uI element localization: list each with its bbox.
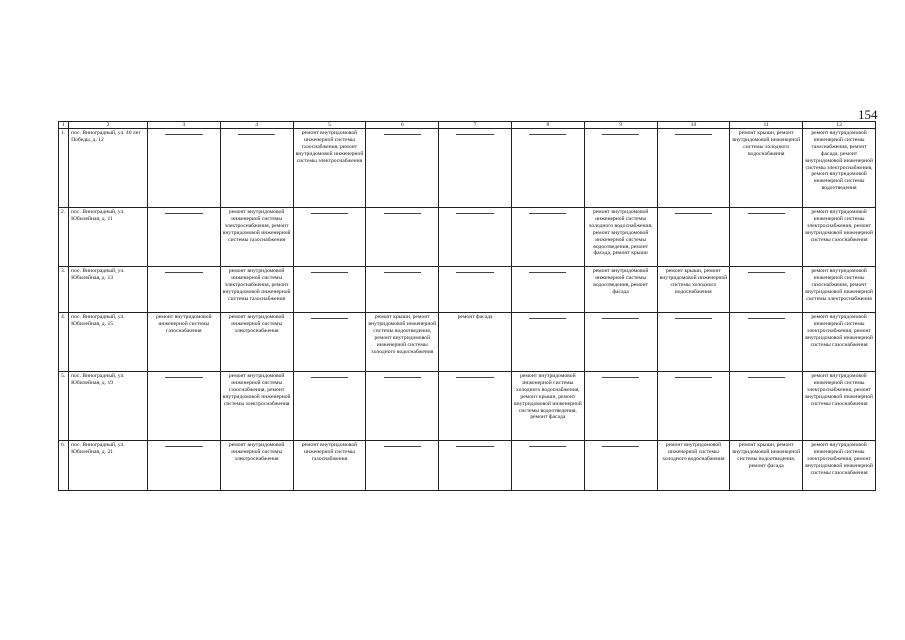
work-type-cell: ремонт внутридомовой инженерной системы газоснабжения [147, 313, 220, 372]
work-type-cell: ремонт внутридомовой инженерной системы холодного водоснабжения [657, 441, 730, 491]
column-header-7: 7 [439, 122, 512, 129]
dash-line [529, 134, 566, 135]
dash-line [165, 134, 202, 135]
work-type-cell: ремонт внутридомовой инженерной системы газоснабжения, ремонт внутридомовой инженерной системы электроснабжения [803, 267, 876, 313]
work-type-cell: ремонт внутридомовой инженерной системы водоотведения, ремонт фасада [584, 267, 657, 313]
dash-line [165, 213, 202, 214]
dash-line [311, 377, 348, 378]
empty-dash-cell [657, 313, 730, 372]
column-header-9: 9 [584, 122, 657, 129]
empty-dash-cell [511, 129, 584, 208]
empty-dash-cell [366, 129, 439, 208]
dash-line [456, 377, 493, 378]
dash-line [529, 446, 566, 447]
dash-line [675, 318, 712, 319]
dash-line [602, 134, 639, 135]
empty-dash-cell [730, 267, 803, 313]
column-header-6: 6 [366, 122, 439, 129]
dash-line [384, 446, 421, 447]
dash-line [165, 272, 202, 273]
address-cell: пос. Виноградный, ул. Юбилейная, д. 13 [69, 267, 148, 313]
dash-line [748, 377, 785, 378]
work-type-cell: ремонт внутридомовой инженерной системы газоснабжения, ремонт внутридомовой инженерной системы электроснабжения [293, 129, 366, 208]
empty-dash-cell [293, 313, 366, 372]
column-header-1: 1 [59, 122, 69, 129]
work-type-cell: ремонт крыши, ремонт внутридомовой инженерной системы холодного водоснабжения [657, 267, 730, 313]
column-header-2: 2 [69, 122, 148, 129]
row-number: 3. [59, 267, 69, 313]
dash-line [456, 446, 493, 447]
empty-dash-cell [147, 372, 220, 441]
empty-dash-cell [366, 208, 439, 267]
dash-line [165, 446, 202, 447]
row-number: 1. [59, 129, 69, 208]
empty-dash-cell [657, 129, 730, 208]
table-row [59, 267, 876, 313]
empty-dash-cell [439, 441, 512, 491]
empty-dash-cell [584, 313, 657, 372]
column-header-4: 4 [220, 122, 293, 129]
dash-line [602, 446, 639, 447]
work-type-cell: ремонт внутридомовой инженерной системы электроснабжения, ремонт внутридомовой инженерной системы газоснабжения [803, 313, 876, 372]
empty-dash-cell [511, 267, 584, 313]
empty-dash-cell [511, 313, 584, 372]
work-type-cell: ремонт крыши, ремонт внутридомовой инженерной системы водоотведения, ремонт внутридомовой инженерной системы холодного водоснабжения [366, 313, 439, 372]
empty-dash-cell [584, 129, 657, 208]
dash-line [602, 377, 639, 378]
dash-line [602, 318, 639, 319]
page-number: 154 [858, 107, 878, 122]
address-cell: пос. Виноградный, ул. 40 лет Победы, д. 12 [69, 129, 148, 208]
work-type-cell: ремонт внутридомовой инженерной системы электроснабжения, ремонт внутридомовой инженерной системы газоснабжения [803, 208, 876, 267]
table-row [59, 129, 876, 208]
work-type-cell: ремонт внутридомовой инженерной системы газоснабжения [293, 441, 366, 491]
dash-line [529, 213, 566, 214]
empty-dash-cell [366, 267, 439, 313]
work-type-cell: ремонт крыши, ремонт внутридомовой инженерной системы холодного водоснабжения [730, 129, 803, 208]
column-header-12: 12 [803, 122, 876, 129]
work-type-cell: ремонт внутридомовой инженерной системы электроснабжения, ремонт внутридомовой инженерной системы газоснабжения [220, 208, 293, 267]
address-cell: пос. Виноградный, ул. Юбилейная, д. 15 [69, 313, 148, 372]
row-number: 5. [59, 372, 69, 441]
empty-dash-cell [730, 208, 803, 267]
dash-line [456, 213, 493, 214]
column-header-10: 10 [657, 122, 730, 129]
dash-line [675, 377, 712, 378]
empty-dash-cell [657, 372, 730, 441]
dash-line [384, 272, 421, 273]
address-cell: пос. Виноградный, ул. Юбилейная, д. 21 [69, 441, 148, 491]
work-type-cell: ремонт внутридомовой инженерной системы газоснабжения, ремонт внутридомовой инженерной системы электроснабжения [220, 372, 293, 441]
work-type-cell: ремонт внутридомовой инженерной системы электроснабжения [220, 313, 293, 372]
table-row [59, 208, 876, 267]
empty-dash-cell [511, 208, 584, 267]
dash-line [384, 134, 421, 135]
empty-dash-cell [439, 267, 512, 313]
dash-line [675, 134, 712, 135]
work-type-cell: ремонт внутридомовой инженерной системы газоснабжения, ремонт фасада, ремонт внутридомовой инженерной системы электроснабжения, ремонт внутридомовой инженерной системы водоотведения [803, 129, 876, 208]
dash-line [384, 213, 421, 214]
table-row [59, 372, 876, 441]
empty-dash-cell [147, 267, 220, 313]
work-type-cell: ремонт внутридомовой инженерной системы электроснабжения, ремонт внутридомовой инженерной системы газоснабжения [220, 267, 293, 313]
empty-dash-cell [439, 208, 512, 267]
column-number-header-row [59, 122, 876, 129]
empty-dash-cell [366, 441, 439, 491]
column-header-5: 5 [293, 122, 366, 129]
dash-line [238, 134, 275, 135]
dash-line [529, 318, 566, 319]
work-type-cell: ремонт внутридомовой инженерной системы электроснабжения [220, 441, 293, 491]
work-type-cell: ремонт крыши, ремонт внутридомовой инженерной системы водоотведения, ремонт фасада [730, 441, 803, 491]
dash-line [311, 318, 348, 319]
empty-dash-cell [584, 372, 657, 441]
work-type-cell: ремонт внутридомовой инженерной системы холодного водоснабжения, ремонт крыши, ремонт внутридомовой инженерной системы водоотведения, ремонт фасада [511, 372, 584, 441]
work-type-cell: ремонт внутридомовой инженерной системы электроснабжения, ремонт внутридомовой инженерной системы газоснабжения [803, 441, 876, 491]
empty-dash-cell [657, 208, 730, 267]
row-number: 2. [59, 208, 69, 267]
dash-line [748, 318, 785, 319]
repair-schedule-table [58, 121, 876, 491]
empty-dash-cell [439, 372, 512, 441]
address-cell: пос. Виноградный, ул. Юбилейная, д. 11 [69, 208, 148, 267]
table-row [59, 441, 876, 491]
empty-dash-cell [293, 267, 366, 313]
dash-line [165, 377, 202, 378]
column-header-3: 3 [147, 122, 220, 129]
work-type-cell: ремонт внутридомовой инженерной системы электроснабжения, ремонт внутридомовой инженерной системы газоснабжения [803, 372, 876, 441]
dash-line [675, 213, 712, 214]
dash-line [456, 134, 493, 135]
dash-line [456, 272, 493, 273]
empty-dash-cell [147, 441, 220, 491]
empty-dash-cell [366, 372, 439, 441]
work-type-cell: ремонт внутридомовой инженерной системы холодного водоснабжения, ремонт внутридомовой инженерной системы водоотведения, ремонт фасада, ремонт крыши [584, 208, 657, 267]
empty-dash-cell [439, 129, 512, 208]
empty-dash-cell [730, 372, 803, 441]
column-header-11: 11 [730, 122, 803, 129]
row-number: 4. [59, 313, 69, 372]
empty-dash-cell [511, 441, 584, 491]
dash-line [748, 272, 785, 273]
dash-line [311, 272, 348, 273]
row-number: 6. [59, 441, 69, 491]
empty-dash-cell [584, 441, 657, 491]
table-row [59, 313, 876, 372]
column-header-8: 8 [511, 122, 584, 129]
empty-dash-cell [147, 129, 220, 208]
dash-line [311, 213, 348, 214]
empty-dash-cell [220, 129, 293, 208]
empty-dash-cell [147, 208, 220, 267]
dash-line [748, 213, 785, 214]
work-type-cell: ремонт фасада [439, 313, 512, 372]
dash-line [384, 377, 421, 378]
empty-dash-cell [293, 208, 366, 267]
empty-dash-cell [293, 372, 366, 441]
table-body [59, 122, 876, 491]
empty-dash-cell [730, 313, 803, 372]
dash-line [529, 272, 566, 273]
address-cell: пос. Виноградный, ул. Юбилейная, д. 19 [69, 372, 148, 441]
